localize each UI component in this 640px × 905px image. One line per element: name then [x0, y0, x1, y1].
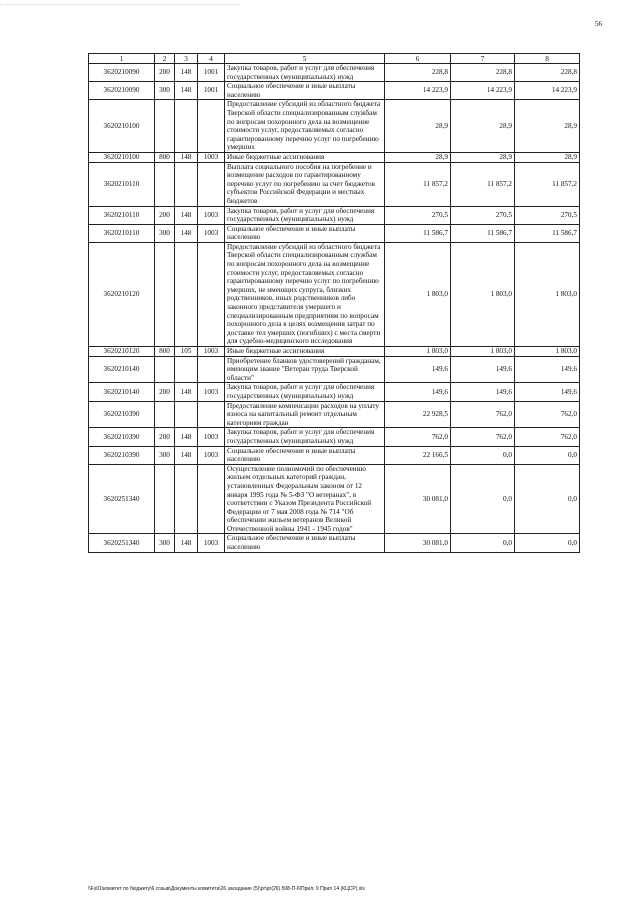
scan-artifact	[0, 4, 240, 8]
cell-amount-2: 762,0	[451, 401, 515, 428]
cell-amount-3: 28,9	[515, 100, 580, 153]
cell-vr	[155, 100, 175, 153]
col-header: 6	[385, 54, 451, 64]
cell-vr: 200	[155, 383, 175, 401]
cell-vr	[155, 464, 175, 534]
cell-name: Иные бюджетные ассигнования	[225, 152, 385, 162]
cell-vr: 800	[155, 152, 175, 162]
table-row	[89, 100, 580, 153]
cell-code: 3620251340	[89, 464, 155, 534]
cell-amount-2: 0,0	[451, 464, 515, 534]
cell-section: 1003	[198, 206, 225, 224]
cell-amount-3: 762,0	[515, 401, 580, 428]
cell-name: Предоставление субсидий из областного бюджета Тверской области специализированным службам по вопросам похоронного дела на возмещение стоимости услуг, предоставляемых согласно гарантированному перечню услуг по погребению умерших	[225, 100, 385, 153]
cell-amount-3: 11 857,2	[515, 162, 580, 206]
cell-section: 1003	[198, 446, 225, 464]
cell-name: Социальное обеспечение и иные выплаты населению	[225, 82, 385, 100]
cell-amount-2: 149,6	[451, 356, 515, 383]
cell-admin: 148	[175, 446, 198, 464]
cell-name: Закупка товаров, работ и услуг для обеспечения государственных (муниципальных) нужд	[225, 383, 385, 401]
cell-section: 1001	[198, 82, 225, 100]
col-header: 1	[89, 54, 155, 64]
cell-section	[198, 464, 225, 534]
cell-amount-1: 28,9	[385, 152, 451, 162]
cell-admin: 148	[175, 64, 198, 82]
cell-section: 1003	[198, 428, 225, 446]
cell-admin: 148	[175, 383, 198, 401]
cell-admin	[175, 242, 198, 346]
cell-amount-1: 11 857,2	[385, 162, 451, 206]
cell-name: Осуществление полномочий по обеспечению жильем отдельных категорий граждан, установленных Федеральным законом от 12 января 1995 года № 5-ФЗ "О ветеранах", в соответствии с Указом Президента Российской Федерации от 7 мая 2008 года № 714 "Об обеспечении жильем ветеранов Великой Отечественной войны 1941 - 1945 годов"	[225, 464, 385, 534]
col-header: 7	[451, 54, 515, 64]
cell-code: 3620210390	[89, 428, 155, 446]
cell-section: 1003	[198, 383, 225, 401]
cell-code: 3620210120	[89, 347, 155, 357]
cell-amount-3: 14 223,9	[515, 82, 580, 100]
cell-amount-2: 14 223,9	[451, 82, 515, 100]
cell-admin	[175, 464, 198, 534]
cell-amount-2: 149,6	[451, 383, 515, 401]
table-row	[89, 64, 580, 82]
cell-amount-3: 149,6	[515, 356, 580, 383]
cell-amount-3: 1 803,0	[515, 347, 580, 357]
cell-vr: 300	[155, 534, 175, 552]
cell-section: 1001	[198, 64, 225, 82]
cell-amount-2: 28,9	[451, 152, 515, 162]
cell-amount-3: 0,0	[515, 446, 580, 464]
cell-amount-2: 228,8	[451, 64, 515, 82]
cell-amount-3: 270,5	[515, 206, 580, 224]
cell-admin	[175, 401, 198, 428]
table-row	[89, 446, 580, 464]
cell-section: 1003	[198, 534, 225, 552]
col-header: 2	[155, 54, 175, 64]
cell-vr: 300	[155, 82, 175, 100]
table-row	[89, 534, 580, 552]
cell-name: Предоставление субсидий из областного бюджета Тверской области специализированным службам по вопросам похоронного дела на возмещение стоимости услуг, предоставляемых согласно гарантированному перечню услуг по погребению умерших, не имеющих супруга, близких родственников, иных родственников либо законного представителя умершего и специализированным предприятиям по вопросам похоронного дела в целях возмещения затрат по доставке тел умерших (погибших) с места смерти для судебно-медицинского исследования	[225, 242, 385, 346]
cell-amount-3: 11 586,7	[515, 224, 580, 242]
cell-code: 3620210100	[89, 152, 155, 162]
table-row	[89, 347, 580, 357]
table-row	[89, 383, 580, 401]
cell-admin: 105	[175, 347, 198, 357]
cell-code: 3620210140	[89, 383, 155, 401]
table-row	[89, 162, 580, 206]
cell-name: Социальное обеспечение и иные выплаты населению	[225, 534, 385, 552]
cell-amount-1: 30 081,0	[385, 534, 451, 552]
cell-vr: 200	[155, 206, 175, 224]
table-row	[89, 356, 580, 383]
budget-table	[88, 53, 580, 553]
cell-name: Иные бюджетные ассигнования	[225, 347, 385, 357]
cell-amount-1: 22 166,5	[385, 446, 451, 464]
cell-vr	[155, 242, 175, 346]
cell-amount-1: 30 081,0	[385, 464, 451, 534]
cell-admin: 148	[175, 82, 198, 100]
cell-code: 3620210110	[89, 206, 155, 224]
cell-amount-2: 1 803,0	[451, 347, 515, 357]
cell-amount-1: 270,5	[385, 206, 451, 224]
table-row	[89, 82, 580, 100]
cell-name: Выплата социального пособия на погребение и возмещение расходов по гарантированному перечню услуг по погребению за счет бюджетов субъектов Российской Федерации и местных бюджетов	[225, 162, 385, 206]
cell-section	[198, 401, 225, 428]
cell-amount-1: 1 803,0	[385, 347, 451, 357]
cell-vr: 200	[155, 64, 175, 82]
cell-amount-2: 270,5	[451, 206, 515, 224]
cell-vr: 800	[155, 347, 175, 357]
cell-code: 3620210140	[89, 356, 155, 383]
cell-amount-1: 149,6	[385, 383, 451, 401]
table-row	[89, 152, 580, 162]
cell-code: 3620210090	[89, 82, 155, 100]
cell-name: Социальное обеспечение и иные выплаты населению	[225, 224, 385, 242]
col-header: 3	[175, 54, 198, 64]
table-row	[89, 242, 580, 346]
cell-code: 3620210100	[89, 100, 155, 153]
cell-section: 1003	[198, 347, 225, 357]
cell-section	[198, 242, 225, 346]
table-row	[89, 401, 580, 428]
cell-admin: 148	[175, 152, 198, 162]
col-header: 4	[198, 54, 225, 64]
cell-code: 3620210090	[89, 64, 155, 82]
col-header: 8	[515, 54, 580, 64]
cell-admin	[175, 100, 198, 153]
cell-admin: 148	[175, 224, 198, 242]
cell-amount-1: 28,9	[385, 100, 451, 153]
cell-amount-3: 149,6	[515, 383, 580, 401]
cell-amount-1: 11 586,7	[385, 224, 451, 242]
cell-section: 1003	[198, 152, 225, 162]
cell-amount-3: 0,0	[515, 534, 580, 552]
cell-amount-2: 0,0	[451, 446, 515, 464]
cell-amount-1: 1 803,0	[385, 242, 451, 346]
cell-amount-3: 228,8	[515, 64, 580, 82]
cell-code: 3620210390	[89, 401, 155, 428]
cell-amount-2: 11 586,7	[451, 224, 515, 242]
cell-code: 3620251340	[89, 534, 155, 552]
cell-vr: 300	[155, 446, 175, 464]
page-number: 56	[595, 20, 602, 28]
cell-code: 3620210110	[89, 224, 155, 242]
cell-amount-2: 1 803,0	[451, 242, 515, 346]
cell-amount-2: 762,0	[451, 428, 515, 446]
cell-name: Социальное обеспечение и иные выплаты населению	[225, 446, 385, 464]
cell-name: Закупка товаров, работ и услуг для обеспечения государственных (муниципальных) нужд	[225, 64, 385, 82]
cell-amount-3: 762,0	[515, 428, 580, 446]
cell-vr: 300	[155, 224, 175, 242]
cell-code: 3620210110	[89, 162, 155, 206]
cell-admin: 148	[175, 428, 198, 446]
cell-admin: 148	[175, 206, 198, 224]
cell-section	[198, 162, 225, 206]
cell-name: Закупка товаров, работ и услуг для обеспечения государственных (муниципальных) нужд	[225, 428, 385, 446]
cell-vr	[155, 162, 175, 206]
cell-vr: 200	[155, 428, 175, 446]
table-row	[89, 464, 580, 534]
cell-amount-2: 11 857,2	[451, 162, 515, 206]
cell-name: Предоставление компенсации расходов на уплату взноса на капитальный ремонт отдельным категориям граждан	[225, 401, 385, 428]
cell-section: 1003	[198, 224, 225, 242]
cell-name: Закупка товаров, работ и услуг для обеспечения государственных (муниципальных) нужд	[225, 206, 385, 224]
cell-amount-1: 762,0	[385, 428, 451, 446]
cell-code: 3620210120	[89, 242, 155, 346]
cell-amount-3: 28,9	[515, 152, 580, 162]
cell-amount-2: 28,9	[451, 100, 515, 153]
cell-section	[198, 356, 225, 383]
cell-amount-1: 22 928,5	[385, 401, 451, 428]
header-row	[89, 54, 580, 64]
table-row	[89, 224, 580, 242]
cell-admin	[175, 356, 198, 383]
col-header: 5	[225, 54, 385, 64]
cell-admin: 148	[175, 534, 198, 552]
cell-name: Приобретение бланков удостоверений гражданам, имеющим звание "Ветеран труда Тверской области"	[225, 356, 385, 383]
cell-amount-1: 228,8	[385, 64, 451, 82]
cell-admin	[175, 162, 198, 206]
cell-section	[198, 100, 225, 153]
cell-code: 3620210390	[89, 446, 155, 464]
cell-amount-3: 0,0	[515, 464, 580, 534]
cell-amount-1: 14 223,9	[385, 82, 451, 100]
cell-amount-2: 0,0	[451, 534, 515, 552]
table-row	[89, 206, 580, 224]
file-path-footer: \\Fs01\комитет по бюджету\6 созыв\Документы комитета\26 заседание (5)\рг\рг(26) 508-П-6\Прил. 9 Прил 14 (КЦСР).xls	[88, 886, 365, 892]
table-row	[89, 428, 580, 446]
cell-amount-1: 149,6	[385, 356, 451, 383]
cell-vr	[155, 401, 175, 428]
cell-vr	[155, 356, 175, 383]
cell-amount-3: 1 803,0	[515, 242, 580, 346]
